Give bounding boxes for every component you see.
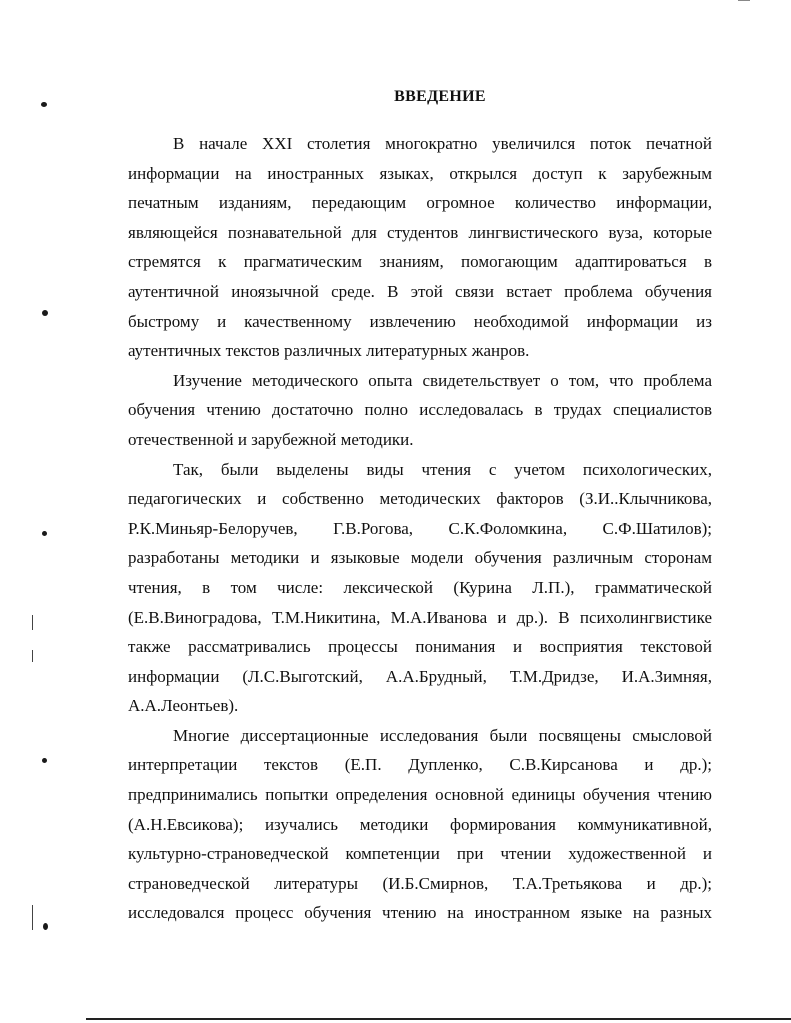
paragraph-line: Многие диссертационные исследования были посвящены смысловой: [173, 725, 712, 745]
paragraph-4: [128, 721, 712, 928]
scan-edge-line: [32, 615, 33, 630]
paragraph-line: В начале XXI столетия многократно увеличился поток печатной: [173, 134, 712, 153]
paragraph-1: [128, 129, 712, 366]
paragraph-line: быстрому и качественному извлечению необходимой информации из: [128, 311, 712, 331]
paragraph-line: стремятся к прагматическим знаниям, помогающим адаптироваться в: [128, 252, 712, 272]
paragraph-line: исследовался процесс обучения чтению на иностранном языке на разных: [128, 903, 712, 923]
scan-bottom-edge: [86, 1018, 791, 1020]
paragraph-line: отечественной и зарубежной методики.: [128, 429, 414, 449]
paragraph-3: [128, 455, 712, 721]
paragraph-line: (Е.В.Виноградова, Т.М.Никитина, М.А.Иванова и др.). В психолингвистике: [128, 607, 712, 627]
paragraph-line: Изучение методического опыта свидетельствует о том, что проблема: [173, 370, 712, 390]
paragraph-line: также рассматривались процессы понимания и восприятия текстовой: [128, 637, 712, 657]
scan-top-corner-mark: [738, 0, 750, 1]
scan-punch-mark: [43, 923, 48, 930]
scan-edge-line: [32, 905, 33, 930]
scan-punch-mark: [42, 758, 47, 763]
scan-edge-line: [32, 650, 33, 662]
paragraph-line: Р.К.Миньяр-Белоручев, Г.В.Рогова, С.К.Фоломкина, С.Ф.Шатилов);: [128, 518, 712, 538]
paragraph-2: [128, 366, 712, 455]
scan-punch-mark: [41, 102, 47, 107]
scan-punch-mark: [42, 531, 47, 536]
paragraph-line: являющейся познавательной для студентов лингвистического вуза, которые: [128, 222, 712, 242]
paragraph-line: аутентичной иноязычной среде. В этой связи встает проблема обучения: [128, 281, 712, 301]
paragraph-line: печатным изданиям, передающим огромное количество информации,: [128, 193, 712, 213]
paragraph-line: (А.Н.Евсикова); изучались методики формирования коммуникативной,: [128, 814, 712, 834]
page-title: ВВЕДЕНИЕ: [394, 88, 486, 105]
paragraph-line: чтения, в том числе: лексической (Курина Л.П.), грамматической: [128, 577, 712, 597]
paragraph-line: аутентичных текстов различных литературных жанров.: [128, 341, 530, 361]
paragraph-line: информации (Л.С.Выготский, А.А.Брудный, Т.М.Дридзе, И.А.Зимняя,: [128, 666, 712, 686]
paragraph-line: Так, были выделены виды чтения с учетом психологических,: [173, 459, 712, 479]
paragraph-line: культурно-страноведческой компетенции при чтении художественной и: [128, 844, 712, 864]
paragraph-line: разработаны методики и языковые модели обучения различным сторонам: [128, 548, 712, 568]
paragraph-line: страноведческой литературы (И.Б.Смирнов, Т.А.Третьякова и др.);: [128, 873, 712, 893]
paragraph-line: информации на иностранных языках, открылся доступ к зарубежным: [128, 163, 712, 183]
paragraph-line: предпринимались попытки определения основной единицы обучения чтению: [128, 785, 712, 805]
paragraph-line: обучения чтению достаточно полно исследовалась в трудах специалистов: [128, 400, 712, 420]
paragraph-line: А.А.Леонтьев).: [128, 696, 239, 716]
body-text: [128, 129, 712, 928]
paragraph-line: интерпретации текстов (Е.П. Дупленко, С.В.Кирсанова и др.);: [128, 755, 712, 775]
scan-punch-mark: [42, 310, 48, 316]
paragraph-line: педагогических и собственно методических факторов (З.И..Клычникова,: [128, 489, 712, 509]
